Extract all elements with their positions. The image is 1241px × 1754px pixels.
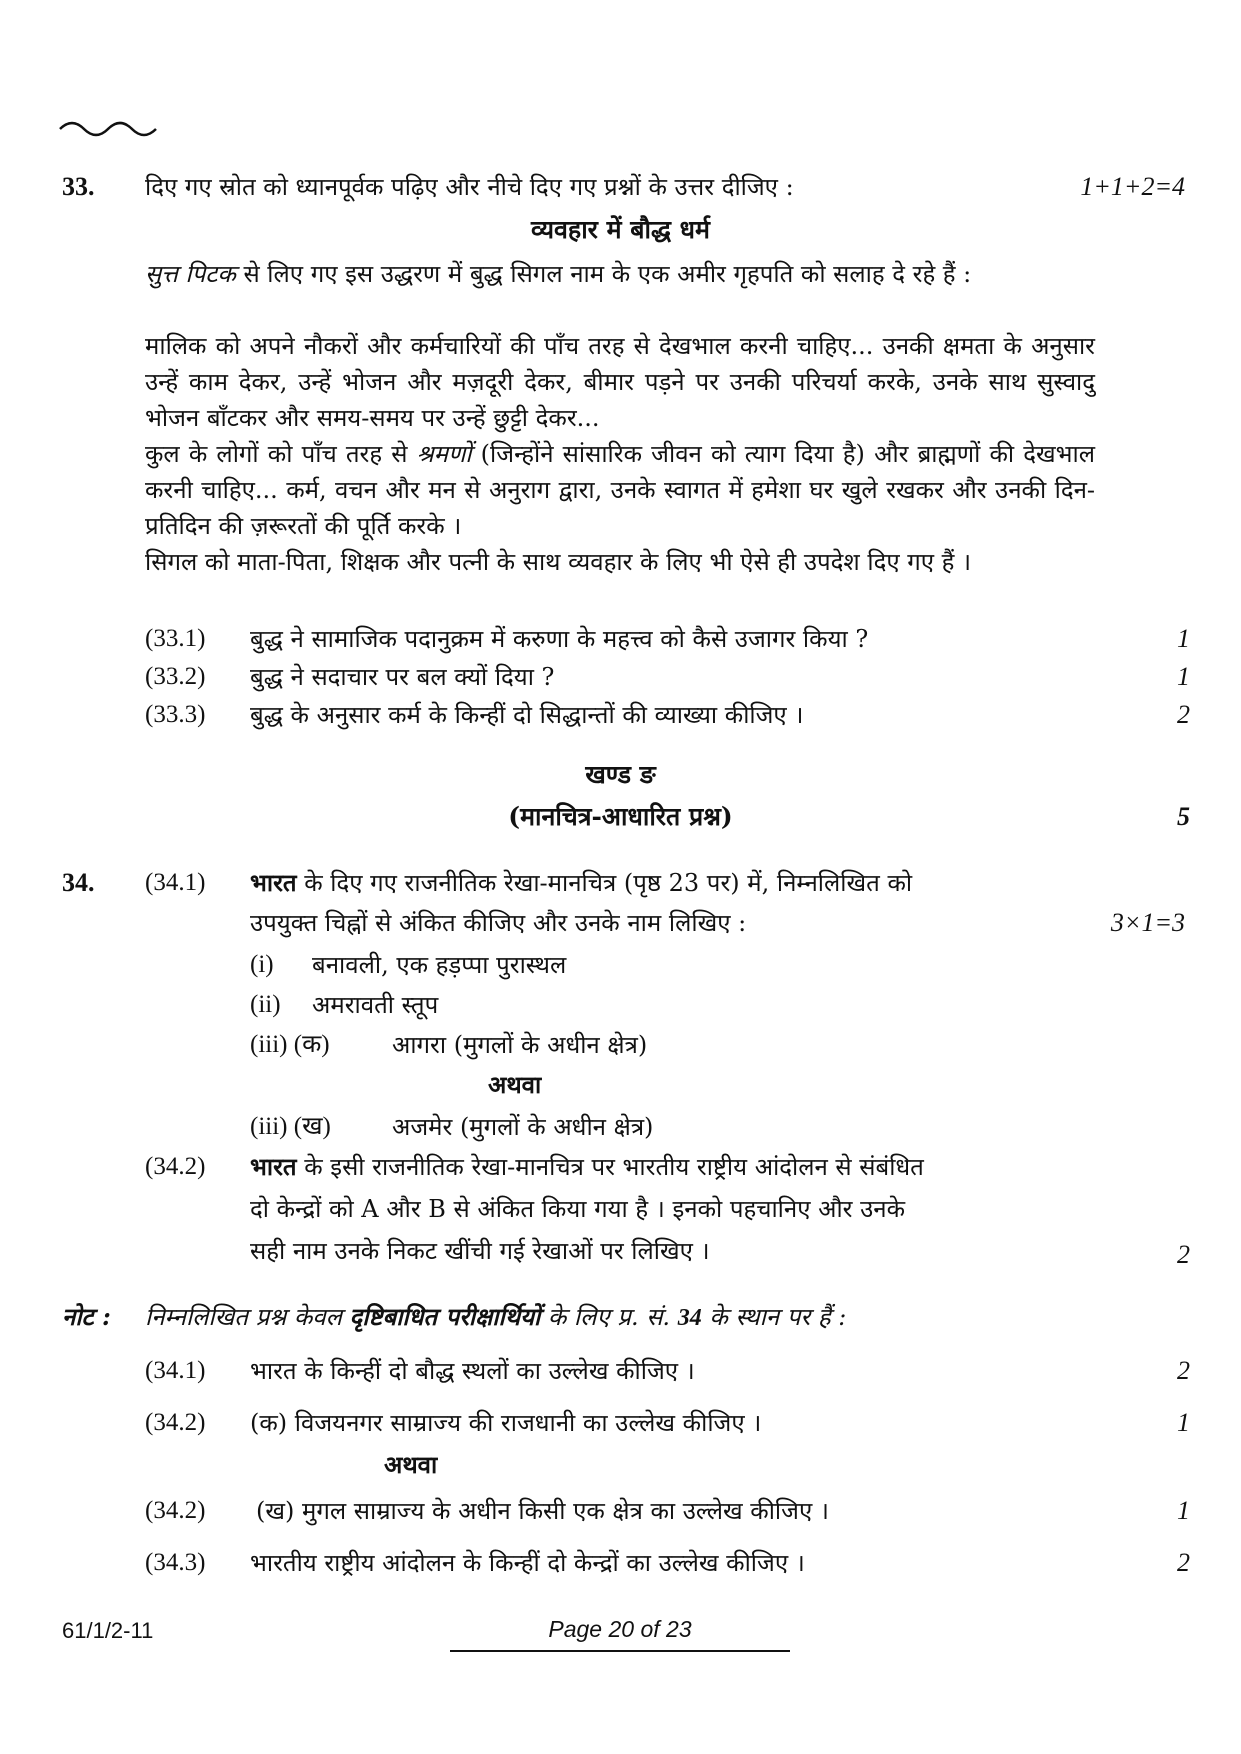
note-text-b: के लिए प्र. सं. [540, 1303, 678, 1331]
q34-alt-item-text: अजमेर (मुगलों के अधीन क्षेत्र) [392, 1113, 654, 1141]
note-text-c: के स्थान पर हैं : [701, 1303, 847, 1331]
page-number: Page 20 of 23 [548, 1616, 692, 1642]
footer-divider [450, 1650, 790, 1652]
question-33-instruction: दिए गए स्रोत को ध्यानपूर्वक पढ़िए और नीचे दिए गए प्रश्नों के उत्तर दीजिए : [145, 173, 794, 201]
source-paragraph-2-a: कुल के लोगों को पाँच तरह से [145, 440, 417, 468]
note-text-bold: दृष्टिबाधित परीक्षार्थियों [349, 1302, 541, 1331]
question-34-number: 34. [62, 868, 95, 897]
q34-part-2-marks: 2 [1177, 1240, 1190, 1269]
question-33-marks: 1+1+2=4 [1080, 172, 1185, 201]
section-marks: 5 [1177, 802, 1190, 831]
q34-item-3-text: आगरा (मुगलों के अधीन क्षेत्र) [392, 1031, 648, 1059]
q34-part-1-line-1-rest: के दिए गए राजनीतिक रेखा-मानचित्र (पृष्ठ 23 पर) में, निम्नलिखित को [296, 869, 913, 897]
q33-sub-2-number: (33.2) [145, 663, 206, 690]
note-item-2-number: (34.2) [145, 1409, 206, 1436]
q34-part-2-bold: भारत [250, 1152, 297, 1181]
tilde-mark-icon [58, 115, 158, 139]
note-item-1-number: (34.1) [145, 1357, 206, 1384]
q33-sub-2-marks: 1 [1177, 662, 1190, 691]
note-item-4-number: (34.3) [145, 1549, 206, 1576]
source-paragraph-1: मालिक को अपने नौकरों और कर्मचारियों की पाँच तरह से देखभाल करनी चाहिए... उनकी क्षमता के अनुसार उन्हें काम देकर, उन्हें भोजन और मज़दूरी देकर, बीमार पड़ने पर उनकी परिचर्या करके, उनके साथ सुस्वादु भोजन बाँटकर और समय-समय पर उन्हें छुट्टी देकर... [145, 332, 1095, 432]
q34-item-3-number: (iii) (क) [250, 1031, 330, 1058]
note-item-3-number: (34.2) [145, 1497, 206, 1524]
q34-part-1-number: (34.1) [145, 869, 206, 896]
source-intro-rest: से लिए गए इस उद्धरण में बुद्ध सिगल नाम के एक अमीर गृहपति को सलाह दे रहे हैं : [235, 260, 972, 288]
section-title: खण्ड ङ [585, 760, 656, 789]
q34-part-1-bold: भारत [250, 868, 297, 897]
q33-sub-1-number: (33.1) [145, 625, 206, 652]
note-item-2-marks: 1 [1177, 1408, 1190, 1437]
q34-part-1-line-1 [250, 866, 912, 900]
note-text [145, 1300, 846, 1335]
source-paragraph-2-b: (जिन्होंने सांसारिक जीवन को त्याग दिया है) और ब्राह्मणों की देखभाल करनी चाहिए... कर्म, वचन और मन से अनुराग द्वारा, उनके स्वागत में हमेशा घर खुले रखकर और उनकी दिन-प्रतिदिन की ज़रूरतों की पूर्ति करके । [145, 440, 1095, 540]
source-intro-italic: सुत्त पिटक [145, 260, 236, 288]
q33-sub-3-marks: 2 [1177, 700, 1190, 729]
q34-part-1-marks: 3×1=3 [1110, 908, 1185, 937]
note-item-3-marks: 1 [1177, 1496, 1190, 1525]
source-paragraph-2 [145, 436, 1095, 544]
q34-part-2-line-1-rest: के इसी राजनीतिक रेखा-मानचित्र पर भारतीय राष्ट्रीय आंदोलन से संबंधित [296, 1153, 924, 1181]
q34-item-1-text: बनावली, एक हड़प्पा पुरास्थल [312, 951, 567, 979]
source-intro [145, 256, 1095, 292]
q34-item-2-text: अमरावती स्तूप [312, 991, 439, 1019]
q33-sub-3-number: (33.3) [145, 701, 206, 728]
section-subtitle: (मानचित्र-आधारित प्रश्न) [508, 802, 733, 831]
q33-sub-1-text: बुद्ध ने सामाजिक पदानुक्रम में करुणा के महत्त्व को कैसे उजागर किया ? [250, 625, 869, 653]
note-text-a: निम्नलिखित प्रश्न केवल [145, 1303, 350, 1331]
note-text-num: 34 [677, 1305, 702, 1331]
paper-code: 61/1/2-11 [62, 1618, 154, 1643]
source-title: व्यवहार में बौद्ध धर्म [530, 215, 711, 244]
note-label: नोट : [62, 1302, 111, 1331]
q34-part-2-number: (34.2) [145, 1153, 206, 1180]
question-33-number: 33. [62, 172, 95, 201]
note-item-4-text: भारतीय राष्ट्रीय आंदोलन के किन्हीं दो केन्द्रों का उल्लेख कीजिए । [250, 1549, 805, 1577]
q33-sub-2-text: बुद्ध ने सदाचार पर बल क्यों दिया ? [250, 663, 555, 691]
note-item-1-marks: 2 [1177, 1356, 1190, 1385]
source-paragraph-2-italic: श्रमणों [416, 440, 472, 468]
note-or-label: अथवा [384, 1450, 438, 1479]
q34-part-2-line-2: दो केन्द्रों को A और B से अंकित किया गया है । इनको पहचानिए और उनके [250, 1195, 906, 1223]
q33-sub-1-marks: 1 [1177, 624, 1190, 653]
q34-part-2-line-3: सही नाम उनके निकट खींची गई रेखाओं पर लिखिए । [250, 1237, 710, 1265]
q34-item-2-number: (ii) [250, 991, 281, 1018]
source-paragraph-3: सिगल को माता-पिता, शिक्षक और पत्नी के साथ व्यवहार के लिए भी ऐसे ही उपदेश दिए गए हैं । [145, 548, 972, 576]
note-item-2-text: (क) विजयनगर साम्राज्य की राजधानी का उल्लेख कीजिए । [250, 1409, 762, 1437]
q34-part-2-line-1 [250, 1150, 924, 1184]
q34-alt-item-number: (iii) (ख) [250, 1113, 331, 1140]
note-item-4-marks: 2 [1177, 1548, 1190, 1577]
q33-sub-3-text: बुद्ध के अनुसार कर्म के किन्हीं दो सिद्धान्तों की व्याख्या कीजिए । [250, 701, 804, 729]
q34-or-label: अथवा [488, 1070, 542, 1099]
note-item-1-text: भारत के किन्हीं दो बौद्ध स्थलों का उल्लेख कीजिए । [250, 1357, 695, 1385]
q34-part-1-line-2: उपयुक्त चिह्नों से अंकित कीजिए और उनके नाम लिखिए : [250, 909, 747, 937]
note-item-3-text: (ख) मुगल साम्राज्य के अधीन किसी एक क्षेत्र का उल्लेख कीजिए । [256, 1497, 829, 1525]
q34-item-1-number: (i) [250, 951, 274, 978]
